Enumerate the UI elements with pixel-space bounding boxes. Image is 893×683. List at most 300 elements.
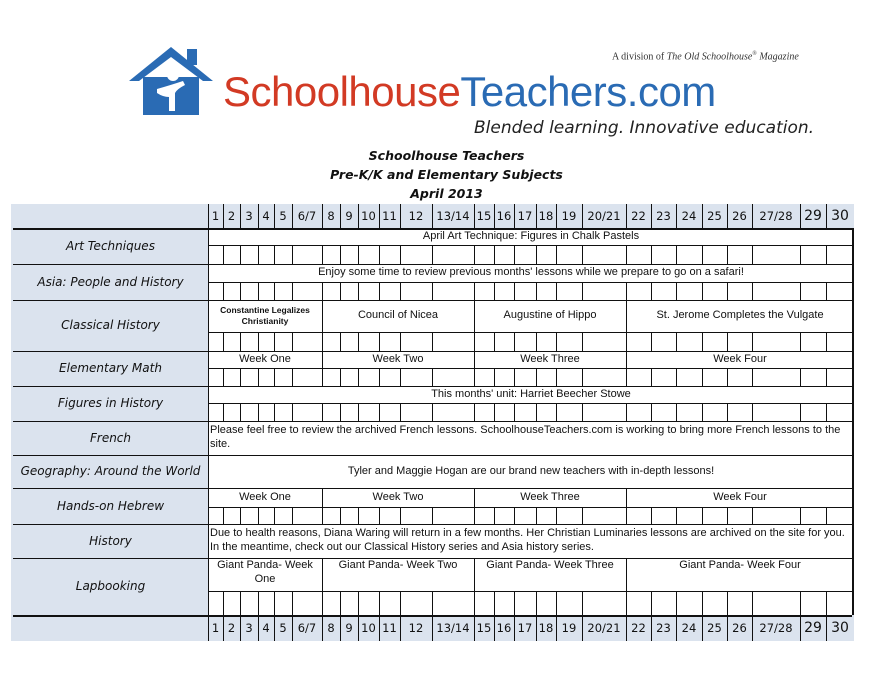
grid-line [800,245,801,264]
grid-line [474,558,475,591]
day-number-header: 16 [496,209,512,223]
grid-line [494,368,495,386]
grid-line [322,351,323,368]
grid-line [322,204,323,228]
grid-line [322,558,323,591]
grid-line [752,204,753,228]
grid-line [727,282,728,300]
grid-line [702,615,703,641]
day-number-footer: 25 [707,621,722,635]
grid-line [626,368,627,386]
grid-line [340,368,341,386]
subject-entry: Giant Panda- Week Two [338,559,458,571]
grid-line [322,368,323,386]
grid-line [514,204,515,228]
grid-line [626,488,627,507]
subject-label: Geography: Around the World [20,464,201,478]
grid-line [240,591,241,615]
grid-line [556,403,557,421]
grid-line [826,332,827,351]
grid-line [676,403,677,421]
grid-line [494,332,495,351]
day-number-footer: 29 [804,620,822,636]
grid-line [474,245,475,264]
grid-line [322,591,323,615]
day-number-footer: 8 [327,621,335,635]
grid-line [292,507,293,524]
grid-line [536,615,537,641]
grid-line [494,204,495,228]
grid-line [752,591,753,615]
subject-label: French [89,430,132,445]
grid-line [826,591,827,615]
grid-line [474,204,475,228]
grid-line [514,282,515,300]
grid-line [582,615,583,641]
grid-line [258,204,259,228]
grid-line [274,507,275,524]
grid-line [800,403,801,421]
grid-line [676,332,677,351]
grid-line [752,245,753,264]
day-number-header: 9 [345,209,353,223]
grid-line [208,403,854,404]
grid-line [826,204,827,228]
grid-line [223,615,224,641]
grid-line [727,615,728,641]
grid-line [676,245,677,264]
grid-line [474,368,475,386]
grid-line [208,282,854,283]
grid-line [494,282,495,300]
grid-line [626,282,627,300]
day-number-header: 29 [804,208,822,224]
grid-line [432,368,433,386]
grid-line [494,615,495,641]
grid-line [800,591,801,615]
grid-line [727,204,728,228]
schoolhouse-logo-icon [127,45,215,117]
grid-line [379,507,380,524]
grid-line [826,507,827,524]
grid-line [536,204,537,228]
grid-line [358,615,359,641]
grid-line [292,368,293,386]
grid-line [582,368,583,386]
grid-line [651,204,652,228]
grid-line [582,332,583,351]
grid-line [514,368,515,386]
grid-line [274,332,275,351]
grid-line [556,368,557,386]
grid-line [379,591,380,615]
subject-entry: Week Four [713,352,767,365]
grid-line [626,403,627,421]
grid-line [400,204,401,228]
grid-line [514,615,515,641]
grid-line [582,204,583,228]
day-number-footer: 13/14 [436,621,470,635]
subject-entry: Tyler and Maggie Hogan are our brand new teachers with in-depth lessons! [347,464,715,477]
grid-line [556,282,557,300]
day-number-header: 2 [227,209,236,223]
grid-line [474,332,475,351]
grid-line [432,591,433,615]
day-number-header: 24 [681,209,697,223]
grid-line [358,282,359,300]
grid-line [651,591,652,615]
grid-line [432,245,433,264]
grid-line [322,282,323,300]
grid-line [702,282,703,300]
grid-line [258,332,259,351]
grid-line [727,368,728,386]
grid-line [676,507,677,524]
grid-line [676,368,677,386]
day-number-footer: 2 [227,621,236,635]
calendar-subtitle: Pre-K/K and Elementary Subjects [330,167,563,182]
grid-line [340,507,341,524]
grid-line [727,591,728,615]
day-number-footer: 1 [211,621,220,635]
grid-line [292,591,293,615]
grid-line [400,591,401,615]
grid-line [826,282,827,300]
day-number-footer: 30 [831,620,849,636]
grid-line [400,615,401,641]
day-number-footer: 11 [382,621,397,635]
grid-line [676,204,677,228]
grid-line [223,507,224,524]
subject-entry: Week One [239,490,291,503]
grid-line [651,282,652,300]
grid-line [358,368,359,386]
grid-line [727,245,728,264]
day-number-footer: 17 [517,621,533,635]
grid-line [358,507,359,524]
grid-line [258,591,259,615]
grid-line [223,245,224,264]
grid-line [240,403,241,421]
grid-line [358,591,359,615]
grid-line [800,282,801,300]
grid-line [358,204,359,228]
subject-entry: Due to health reasons, Diana Waring will return in a few months. Her Christian Luminaries lessons are archived on the site for you. In the meantime, check out our Classical History series and Asia history series. [210,527,845,553]
grid-line [322,300,323,332]
grid-line [274,245,275,264]
subject-label: History [89,533,132,548]
subject-label: Lapbooking [75,579,146,593]
subject-label: Elementary Math [59,361,162,375]
subject-entry: St. Jerome Completes the Vulgate [656,309,824,322]
grid-line [379,245,380,264]
grid-line [556,204,557,228]
grid-line [474,300,475,332]
day-number-footer: 9 [345,621,353,635]
day-number-header: 3 [245,209,253,223]
day-number-footer: 5 [279,621,287,635]
grid-line [474,488,475,507]
grid-line [322,403,323,421]
grid-line [358,245,359,264]
day-number-footer: 6/7 [297,621,317,635]
day-number-header: 11 [382,209,397,223]
grid-line [474,351,475,368]
grid-line [626,615,627,641]
subject-entry: Giant Panda- Week Four [679,559,801,571]
subject-label: Hands-on Hebrew [56,498,165,513]
grid-line [292,204,293,228]
grid-line [626,591,627,615]
grid-line [274,368,275,386]
grid-line [208,245,854,246]
subject-entry: Please feel free to review the archived French lessons. SchoolhouseTeachers.com is working to bring more French lessons to the site. [210,424,841,450]
grid-line [702,403,703,421]
grid-line [358,332,359,351]
subject-entry: Week Three [520,490,580,503]
grid-line [536,591,537,615]
grid-line [514,332,515,351]
grid-line [651,615,652,641]
grid-line [292,332,293,351]
day-number-header: 4 [262,209,270,223]
subject-entry: Giant Panda- Week One [217,559,313,585]
grid-line [340,615,341,641]
grid-line [258,282,259,300]
calendar-title: Schoolhouse Teachers [368,148,525,163]
grid-line [626,332,627,351]
grid-line [727,507,728,524]
grid-line [582,591,583,615]
subject-label: Figures in History [57,396,164,410]
subject-entry: Week Three [520,352,580,365]
grid-line [223,332,224,351]
grid-line [556,507,557,524]
grid-line [702,204,703,228]
grid-line [223,368,224,386]
day-number-header: 22 [631,209,646,223]
grid-line [626,204,627,228]
day-number-header: 23 [656,209,671,223]
grid-line [727,403,728,421]
grid-line [474,282,475,300]
grid-line [651,245,652,264]
grid-line [240,245,241,264]
grid-line [322,615,323,641]
subject-entry: This months' unit: Harriet Beecher Stowe [431,387,631,400]
grid-line [223,591,224,615]
grid-line [223,403,224,421]
grid-line [582,282,583,300]
grid-line [494,245,495,264]
grid-line [536,507,537,524]
grid-line [826,245,827,264]
day-number-footer: 15 [476,621,492,635]
grid-line [292,403,293,421]
grid-line [626,558,627,591]
grid-line [340,282,341,300]
day-number-header: 15 [476,209,492,223]
grid-line [702,591,703,615]
grid-line [258,615,259,641]
grid-line [400,245,401,264]
grid-line [752,282,753,300]
grid-line [626,245,627,264]
grid-line [258,245,259,264]
grid-line [626,351,627,368]
grid-line [432,282,433,300]
grid-line [702,245,703,264]
day-number-header: 25 [707,209,722,223]
day-number-header: 6/7 [297,209,317,223]
day-number-header: 12 [408,209,424,223]
subject-entry: Week Four [713,490,767,503]
day-number-header: 26 [732,209,747,223]
day-number-footer: 20/21 [587,621,621,635]
grid-line [514,245,515,264]
grid-line [651,403,652,421]
grid-line [676,282,677,300]
grid-line [240,282,241,300]
grid-line [274,403,275,421]
subject-entry: Augustine of Hippo [503,309,597,322]
grid-line [826,615,827,641]
grid-line [208,591,854,592]
grid-line [556,615,557,641]
grid-line [702,507,703,524]
grid-line [800,507,801,524]
grid-line [400,403,401,421]
grid-line [727,332,728,351]
grid-line [322,245,323,264]
grid-line [536,368,537,386]
grid-line [322,507,323,524]
day-number-footer: 22 [631,621,646,635]
day-number-footer: 19 [561,621,577,635]
grid-line [400,368,401,386]
grid-line [494,403,495,421]
grid-line [258,368,259,386]
grid-line [752,403,753,421]
grid-line [432,403,433,421]
grid-line [322,332,323,351]
grid-line [582,245,583,264]
grid-line [379,332,380,351]
grid-line [651,507,652,524]
grid-line [340,332,341,351]
grid-line [400,507,401,524]
day-number-header: 20/21 [587,209,621,223]
grid-line [208,507,854,508]
grid-line [240,332,241,351]
grid-line [556,245,557,264]
subject-entry: April Art Technique: Figures in Chalk Pastels [422,229,640,242]
grid-line [826,403,827,421]
grid-line [274,591,275,615]
grid-line [400,332,401,351]
day-number-footer: 24 [681,621,697,635]
grid-line [474,507,475,524]
grid-line [340,245,341,264]
grid-line [514,591,515,615]
grid-line [258,403,259,421]
grid-line [340,204,341,228]
grid-line [494,507,495,524]
day-number-footer: 23 [656,621,671,635]
grid-line [274,204,275,228]
day-number-header: 30 [831,208,849,224]
day-number-footer: 10 [361,621,376,635]
day-number-footer: 26 [732,621,747,635]
grid-line [379,615,380,641]
grid-line [800,204,801,228]
day-number-footer: 3 [245,621,253,635]
grid-line [826,368,827,386]
grid-line [432,507,433,524]
calendar-month: April 2013 [410,186,483,201]
grid-line [536,282,537,300]
grid-line [536,332,537,351]
subject-label: Asia: People and History [37,274,184,289]
day-number-header: 17 [517,209,533,223]
grid-line [702,368,703,386]
grid-line [240,368,241,386]
day-number-footer: 27/28 [759,621,793,635]
day-number-footer: 18 [538,621,554,635]
grid-line [676,615,677,641]
grid-line [240,507,241,524]
grid-line [536,245,537,264]
grid-line [800,615,801,641]
tagline: Blended learning. Innovative education. [474,118,815,138]
grid-line [400,282,401,300]
subject-label: Classical History [61,318,160,332]
subject-entry: Constantine Legalizes Christianity [220,305,310,326]
grid-line [379,204,380,228]
day-number-header: 13/14 [436,209,470,223]
grid-line [432,204,433,228]
calendar-grid [11,204,854,641]
grid-line [626,507,627,524]
grid-line [752,507,753,524]
subject-label: Art Techniques [66,238,155,253]
grid-line [556,591,557,615]
grid-line [702,332,703,351]
day-number-header: 10 [361,209,376,223]
subject-entry: Week Two [372,352,424,365]
grid-line [274,615,275,641]
grid-line [322,488,323,507]
day-number-header: 8 [327,209,335,223]
grid-line [800,332,801,351]
subject-entry: Giant Panda- Week Three [486,559,614,571]
day-number-footer: 4 [262,621,270,635]
grid-line [208,332,854,333]
grid-line [340,403,341,421]
grid-line [274,282,275,300]
grid-line [474,403,475,421]
day-number-footer: 12 [408,621,424,635]
subject-entry: Week Two [372,490,424,503]
grid-line [358,403,359,421]
grid-line [292,282,293,300]
grid-line [626,300,627,332]
grid-line [340,591,341,615]
day-number-header: 5 [279,209,287,223]
grid-line [676,591,677,615]
grid-line [536,403,537,421]
day-number-header: 27/28 [759,209,793,223]
